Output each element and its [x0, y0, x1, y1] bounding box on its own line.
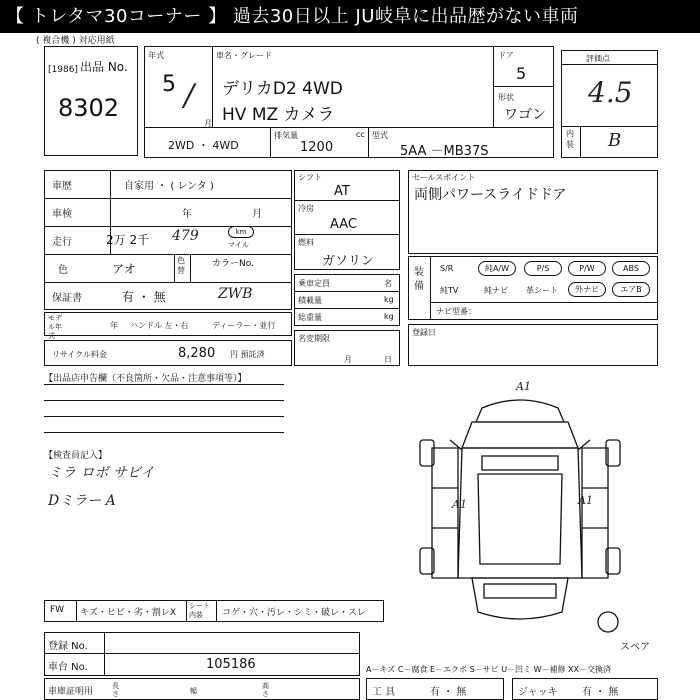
equip-r1-1: 純A/W	[478, 261, 516, 276]
mileage-prefix: 2万 2千	[106, 233, 150, 247]
spare-label: スペア	[620, 642, 650, 653]
registration-label: 登録 No.	[48, 641, 88, 652]
type-value: 5AA －MB37S	[400, 144, 489, 159]
displacement-label: 排気量	[274, 131, 298, 140]
model-year-handle: ハンドル 左・右	[130, 321, 189, 330]
name-change-day: 日	[384, 355, 392, 364]
inspector-line2: Dミラー A	[48, 493, 116, 509]
equip-r1-2: P/S	[524, 261, 562, 276]
registration-box	[44, 632, 360, 676]
recycle-label: リサイクル料金	[52, 350, 107, 359]
capacity-label: 乗車定員	[298, 279, 330, 288]
color-no-value: ZWB	[218, 286, 253, 302]
top-note: ( 複合機 ) 対応用紙	[36, 36, 115, 46]
warranty-value: 有 ・ 無	[122, 290, 166, 304]
jack-label: ジャッキ	[518, 687, 558, 698]
history-options: 自家用 ・ ( レンタ )	[124, 181, 214, 192]
equip-r2-0: 純TV	[440, 286, 459, 295]
model-year-dealer: ディーラー・並行	[212, 321, 276, 330]
lot-small: [1986]	[48, 65, 78, 75]
equip-r1-4: ABS	[612, 261, 650, 276]
seat-items: コゲ・穴・汚レ・シミ・破レ・スレ	[222, 608, 367, 618]
shift-label: シフト	[298, 173, 322, 182]
chassis-value: 105186	[206, 657, 256, 672]
displacement-value: 1200	[300, 140, 334, 155]
score-label: 評価点	[586, 54, 610, 63]
weight-unit: kg	[384, 312, 394, 321]
banner-title: 【 トレタマ30コーナー 】 過去30日以上 JU岐阜に出品歴がない車両	[0, 0, 700, 33]
shape-label: 形状	[498, 93, 514, 102]
warranty-label: 保証書	[52, 293, 82, 304]
year-value: 5	[162, 72, 176, 97]
color-no-label: カラーNo.	[212, 259, 254, 269]
model-year-label: モデル年式	[48, 314, 62, 340]
equip-r2-4: エアB	[612, 282, 650, 297]
ac-value: AAC	[330, 217, 357, 232]
ac-label: 冷房	[298, 204, 314, 213]
shift-value: AT	[334, 184, 350, 199]
seat-label: シート内装	[189, 602, 210, 619]
inspection-month: 月	[252, 209, 262, 220]
equip-r2-1: 純ナビ	[484, 286, 508, 295]
model-year-year: 年	[110, 321, 118, 330]
color-value: アオ	[112, 262, 136, 276]
name-change-unit: 月	[344, 355, 352, 364]
load-unit: kg	[384, 295, 394, 304]
shape-value: ワゴン	[504, 107, 546, 123]
capacity-unit: 名	[384, 279, 392, 288]
fw-items: キズ・ヒビ・劣・割レX	[80, 608, 176, 618]
fuel-value: ガソリン	[322, 254, 375, 269]
type-label: 型式	[372, 131, 388, 140]
tools-value: 有 ・ 無	[430, 687, 467, 698]
fuel-label: 燃料	[298, 238, 314, 247]
drive-value: 2WD ・ 4WD	[168, 139, 239, 152]
door-value: 5	[516, 64, 527, 83]
door-label: ドア	[498, 51, 514, 60]
model-line1: デリカD2 4WD	[222, 79, 343, 99]
equip-r1-3: P/W	[568, 261, 606, 276]
mark-right: A1	[578, 494, 593, 507]
mark-top: A1	[516, 380, 531, 393]
mile-unit: マイル	[228, 241, 249, 249]
cert-w: 幅	[190, 687, 197, 695]
mileage-hand: 479	[172, 228, 199, 244]
inspection-label: 車検	[52, 209, 72, 220]
equip-r1-0: S/R	[440, 264, 454, 273]
fw-label: FW	[50, 605, 65, 615]
seller-notes-label: 【出品店申告欄（不良箇所・欠品・注意事項等）】	[44, 374, 247, 384]
equip-r2-2: 革シート	[526, 286, 558, 295]
year-label: 年式	[148, 51, 164, 60]
score-value: 4.5	[588, 76, 633, 109]
equipment-label: 装備	[414, 267, 424, 292]
navi-label: ナビ型番：	[436, 307, 476, 316]
weight-label: 総重量	[298, 313, 322, 322]
car-diagram	[412, 378, 628, 636]
history-label: 車歴	[52, 181, 72, 192]
registered-label: 登録日	[412, 328, 436, 337]
repaint-label: 色替	[177, 256, 185, 275]
legend: A－キズ C－腐食 E－エクボ S－サビ U－凹ミ W－補修 XX－交換済	[366, 665, 612, 674]
displacement-unit: cc	[356, 130, 365, 139]
mileage-label: 走行	[52, 237, 72, 248]
load-label: 積載量	[298, 296, 322, 305]
color-label: 色	[58, 265, 68, 276]
jack-value: 有 ・ 無	[582, 687, 619, 698]
tools-label: 工 具	[372, 687, 396, 698]
lot-number: 8302	[58, 94, 120, 122]
sales-point-value: 両側パワースライドドア	[414, 187, 567, 203]
inspector-line1: ミラ ロボ サビイ	[48, 465, 155, 481]
cert-h: 高さ	[262, 682, 269, 698]
registered-box	[408, 324, 658, 366]
name-change-label: 名変期限	[298, 334, 330, 343]
year-month-label: 月	[204, 119, 212, 128]
recycle-value: 8,280	[178, 346, 216, 361]
interior-label: 内装	[566, 129, 574, 149]
model-label: 車名・グレード	[216, 51, 272, 60]
chassis-label: 車台 No.	[48, 662, 88, 673]
model-line2: HV MZ カメラ	[222, 105, 335, 125]
interior-value: B	[608, 130, 622, 151]
inspector-notes-label: 【検査員記入】	[44, 451, 108, 461]
inspection-year: 年	[182, 209, 192, 220]
sales-point-label: セールスポイント	[412, 173, 476, 182]
equip-r2-3: 外ナビ	[568, 282, 606, 297]
cert-l: 長さ	[112, 682, 119, 698]
km-unit: km	[228, 226, 254, 238]
mark-left: A1	[452, 498, 467, 511]
cert-label: 車庫証明用	[48, 687, 94, 697]
lot-label: 出品 No.	[80, 60, 128, 74]
recycle-unit: 円 預託済	[230, 350, 265, 359]
